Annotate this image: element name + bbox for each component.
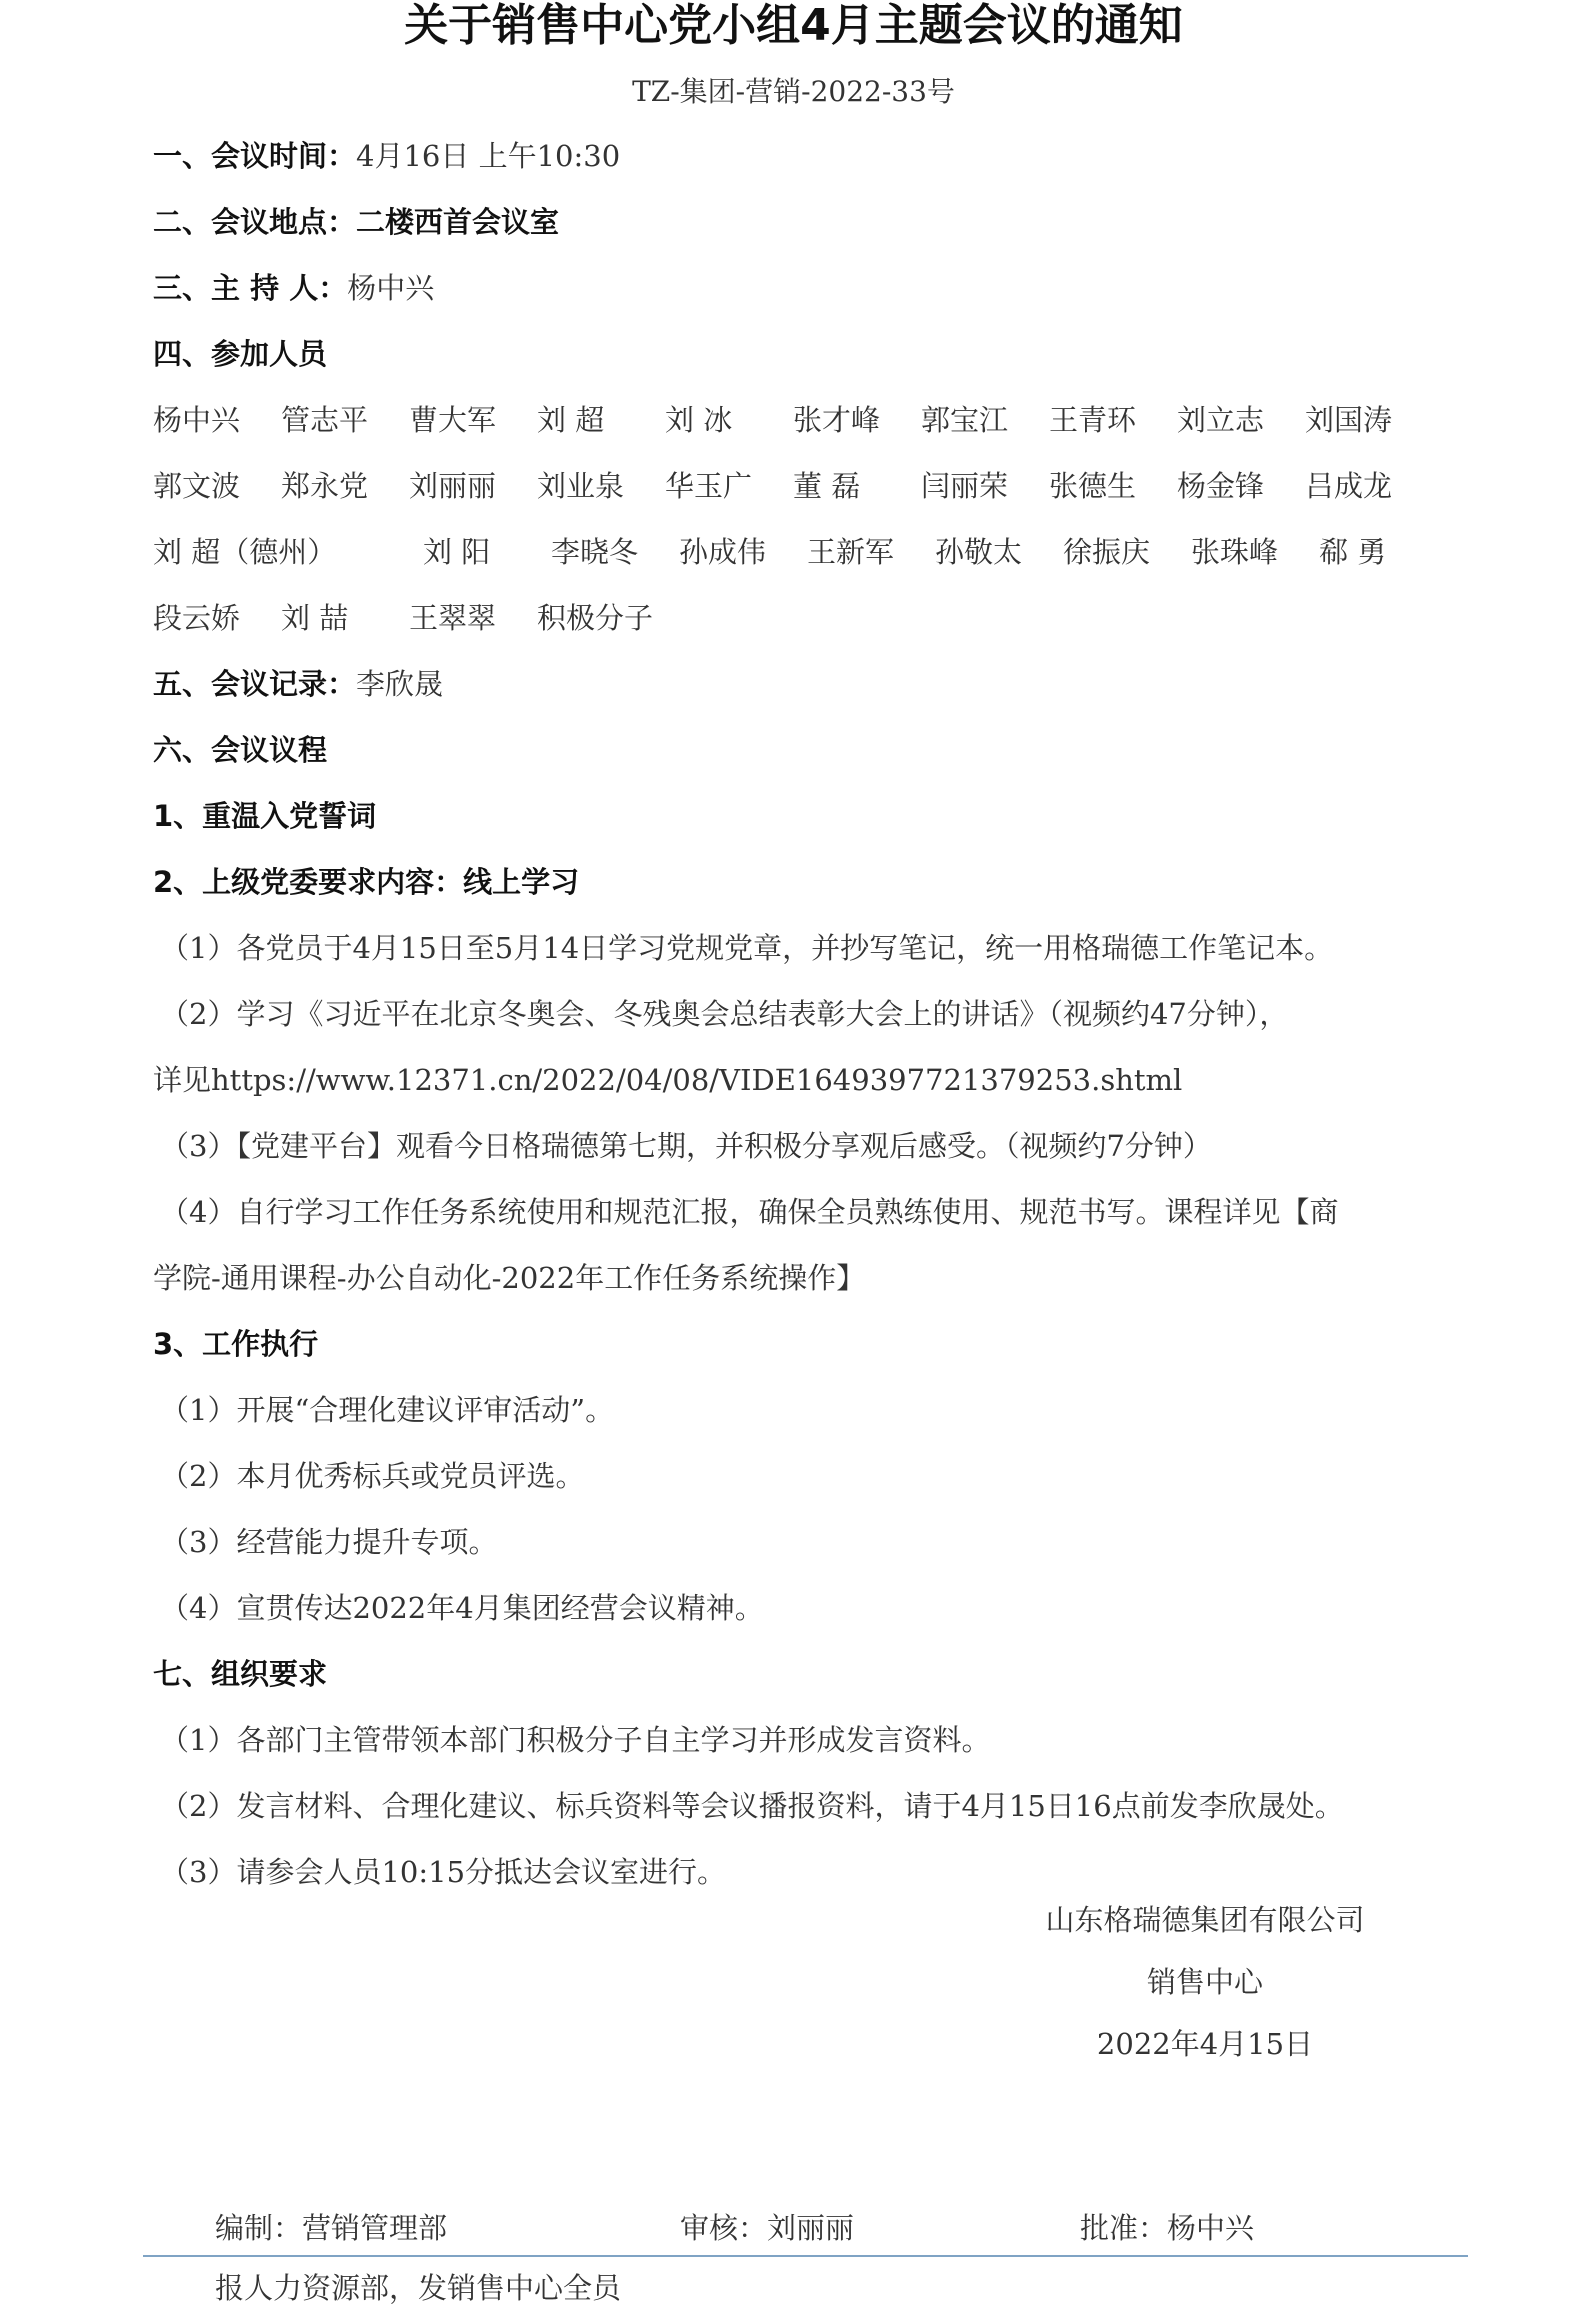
attendee: 刘 喆 (281, 601, 349, 635)
signature-date: 2022年4月15日 (1096, 2027, 1314, 2061)
attendee: 董 磊 (793, 469, 861, 503)
attendee: 郭文波 (153, 469, 241, 503)
agenda-2-sub-3: （3）【党建平台】观看今日格瑞德第七期，并积极分享观后感受。（视频约7分钟） (160, 1129, 1212, 1163)
agenda-2-sub-2: （2）学习《习近平在北京冬奥会、冬残奥会总结表彰大会上的讲话》（视频约47分钟）， (160, 997, 1289, 1031)
attendee: 王翠翠 (409, 601, 497, 635)
meeting-location (153, 202, 559, 242)
attendee: 刘 阳 (423, 535, 491, 569)
agenda-heading: 六、会议议程 (153, 733, 328, 767)
attendee: 郗 勇 (1319, 535, 1387, 569)
attendee: 郭宝江 (921, 403, 1009, 437)
attendee: 吕成龙 (1305, 469, 1393, 503)
footer-distribution: 报人力资源部，发销售中心全员 (215, 2271, 622, 2305)
attendee: 张德生 (1049, 469, 1137, 503)
footer-prepared: 编制：营销管理部 (215, 2211, 448, 2245)
attendee: 段云娇 (153, 601, 241, 635)
agenda-item-1: 1、重温入党誓词 (153, 799, 377, 833)
meeting-host-label: 三、主 持 人： (153, 271, 348, 305)
org-requirement-3: （3）请参会人员10:15分抵达会议室进行。 (160, 1855, 727, 1889)
footer-reviewed: 审核：刘丽丽 (680, 2211, 855, 2245)
attendee: 孙敬太 (935, 535, 1023, 569)
attendee: 曹大军 (409, 403, 497, 437)
attendee: 闫丽荣 (921, 469, 1009, 503)
attendee: 刘国涛 (1305, 403, 1393, 437)
attendees-heading: 四、参加人员 (153, 337, 328, 371)
agenda-3-sub-4: （4）宣贯传达2022年4月集团经营会议精神。 (160, 1591, 764, 1625)
attendee: 刘 超 (537, 403, 605, 437)
attendee: 刘业泉 (537, 469, 625, 503)
signature-department: 销售中心 (1146, 1965, 1263, 1999)
agenda-3-sub-2: （2）本月优秀标兵或党员评选。 (160, 1459, 585, 1493)
attendee: 华玉广 (665, 469, 753, 503)
attendee: 刘立志 (1177, 403, 1265, 437)
agenda-item-3: 3、工作执行 (153, 1327, 319, 1361)
attendee: 管志平 (281, 403, 369, 437)
org-requirement-2: （2）发言材料、合理化建议、标兵资料等会议播报资料，请于4月15日16点前发李欣晟处。 (160, 1789, 1344, 1823)
meeting-location-label: 二、会议地点： (153, 205, 357, 239)
meeting-recorder-value: 李欣晟 (356, 667, 444, 701)
footer-approved: 批准：杨中兴 (1080, 2211, 1255, 2245)
attendee: 张才峰 (793, 403, 881, 437)
agenda-item-2: 2、上级党委要求内容：线上学习 (153, 865, 580, 899)
meeting-host (153, 268, 434, 308)
attendee: 张珠峰 (1191, 535, 1279, 569)
meeting-time (153, 136, 620, 176)
attendee: 王青环 (1049, 403, 1137, 437)
meeting-time-value: 4月16日 上午10:30 (356, 139, 621, 173)
attendee: 郑永党 (281, 469, 369, 503)
attendee: 刘 超（德州） (153, 535, 337, 569)
agenda-3-sub-1: （1）开展“合理化建议评审活动”。 (160, 1393, 615, 1427)
agenda-2-sub-4-cont: 学院-通用课程-办公自动化-2022年工作任务系统操作】 (153, 1261, 866, 1295)
org-requirements-heading: 七、组织要求 (153, 1657, 328, 1691)
attendee: 王新军 (807, 535, 895, 569)
footer-divider (143, 2255, 1468, 2257)
attendee: 杨中兴 (153, 403, 241, 437)
signature-company: 山东格瑞德集团有限公司 (1045, 1903, 1365, 1937)
attendee: 积极分子 (537, 601, 654, 635)
attendee: 杨金锋 (1177, 469, 1265, 503)
document-number: TZ-集团-营销-2022-33号 (632, 75, 955, 108)
document-title: 关于销售中心党小组4月主题会议的通知 (404, 0, 1183, 51)
attendee: 刘丽丽 (409, 469, 497, 503)
meeting-recorder (153, 664, 443, 704)
org-requirement-1: （1）各部门主管带领本部门积极分子自主学习并形成发言资料。 (160, 1723, 991, 1757)
agenda-3-sub-3: （3）经营能力提升专项。 (160, 1525, 498, 1559)
agenda-2-sub-4: （4）自行学习工作任务系统使用和规范汇报，确保全员熟练使用、规范书写。课程详见【商 (160, 1195, 1339, 1229)
agenda-2-sub-2-link: 详见https://www.12371.cn/2022/04/08/VIDE1649397721379253.shtml (153, 1063, 1183, 1097)
attendee: 孙成伟 (679, 535, 767, 569)
attendee: 刘 冰 (665, 403, 733, 437)
attendee: 徐振庆 (1063, 535, 1151, 569)
meeting-recorder-label: 五、会议记录： (153, 667, 357, 701)
meeting-location-value: 二楼西首会议室 (356, 205, 560, 239)
attendee: 李晓冬 (551, 535, 639, 569)
agenda-2-sub-1: （1）各党员于4月15日至5月14日学习党规党章，并抄写笔记，统一用格瑞德工作笔记本。 (160, 931, 1334, 965)
meeting-time-label: 一、会议时间： (153, 139, 357, 173)
meeting-host-value: 杨中兴 (347, 271, 435, 305)
